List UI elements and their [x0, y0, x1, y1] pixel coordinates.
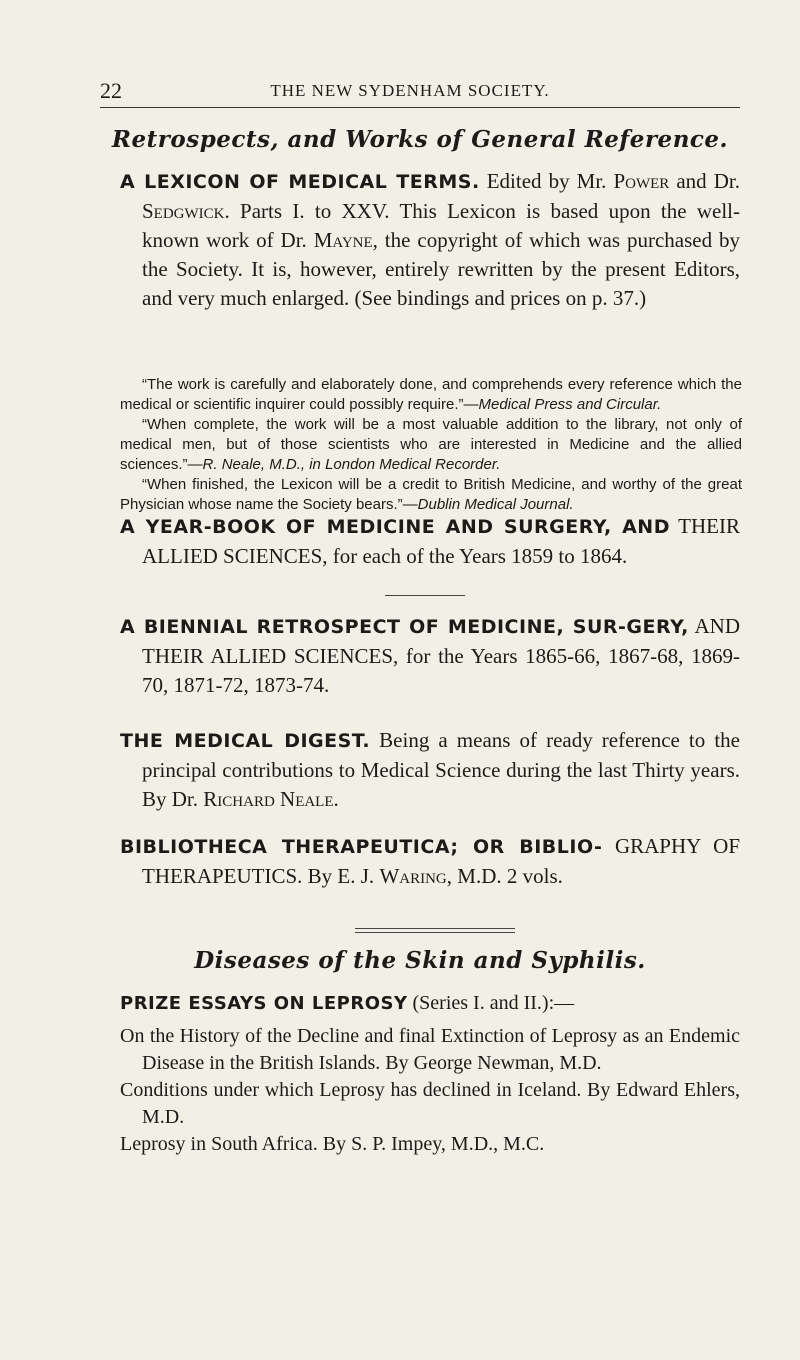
author-name: Power — [613, 169, 670, 193]
review-quote: “The work is carefully and elaborately done, and comprehends every reference which the medical or scientific inquirer could possibly require.”—Medical Press and Circular. — [120, 376, 742, 413]
essay-item: Leprosy in South Africa. By S. P. Impey, M.D., M.C. — [120, 1133, 545, 1155]
entry-year-book: A YEAR-BOOK OF MEDICINE AND SURGERY, AND THEIR ALLIED SCIENCES, for each of the Years 1859 to 1864. — [120, 514, 740, 568]
entry-title: A BIENNIAL RETROSPECT OF MEDICINE, SUR-GERY, — [120, 616, 689, 638]
review-quotes — [120, 375, 742, 515]
header-rule — [100, 107, 740, 108]
page-number: 22 — [100, 78, 122, 103]
section-heading-diseases-skin: Diseases of the Skin and Syphilis. — [194, 947, 646, 974]
author-name: Waring — [379, 864, 447, 888]
quote-source: Medical Press and Circular. — [478, 396, 662, 413]
running-title: THE NEW SYDENHAM SOCIETY. — [270, 81, 550, 100]
section-heading-retrospects: Retrospects, and Works of General Reference. — [111, 126, 729, 153]
prize-series: (Series I. and II.):— — [407, 992, 575, 1014]
entry-lexicon: A LEXICON OF MEDICAL TERMS. Edited by Mr. Power and Dr. Sedgwick. Parts I. to XXV. This Lexicon is based upon the well-known work of Dr. Mayne, the copyright of which was purchased by the Society. It is, however, entirely rewritten by the present Editors, and very much enlarged. (See bindings and prices on p. 37.) — [120, 169, 740, 310]
entry-title: THE MEDICAL DIGEST. — [120, 730, 371, 752]
entry-medical-digest: THE MEDICAL DIGEST. Being a means of ready reference to the principal contributions to Medical Science during the last Thirty years. By Dr. Richard Neale. — [120, 728, 740, 811]
review-quote: “When complete, the work will be a most valuable addition to the library, not only of medical men, but of those scientists who are interested in Medicine and the allied sciences.”—R. Neale, M.D., in London Medical Recorder. — [120, 416, 742, 473]
section-double-rule — [355, 928, 515, 929]
entry-title: A YEAR-BOOK OF MEDICINE AND SURGERY, AND — [120, 516, 670, 538]
quote-source: Dublin Medical Journal. — [417, 496, 574, 513]
entry-bibliotheca: BIBLIOTHECA THERAPEUTICA; OR BIBLIO- GRAPHY OF THERAPEUTICS. By E. J. Waring, M.D. 2 vols. — [120, 834, 741, 888]
page-header — [100, 78, 720, 108]
review-quote: “When finished, the Lexicon will be a credit to British Medicine, and worthy of the great Physician whose name the Society bears.”—Dublin Medical Journal. — [120, 476, 742, 513]
quote-source: R. Neale, M.D., in London Medical Recorder. — [202, 456, 501, 473]
divider-rule — [385, 595, 465, 596]
prize-title: PRIZE ESSAYS ON LEPROSY — [120, 993, 408, 1014]
author-name: Richard Neale — [203, 787, 334, 811]
essay-item: On the History of the Decline and final Extinction of Leprosy as an Endemic Disease in the British Islands. By George Newman, M.D. — [120, 1025, 740, 1074]
author-name: Sedgwick — [142, 199, 225, 223]
entry-title: BIBLIOTHECA THERAPEUTICA; OR BIBLIO- — [120, 836, 603, 858]
prize-essays — [120, 990, 740, 1158]
section-double-rule — [355, 932, 515, 933]
entry-biennial-retrospect: A BIENNIAL RETROSPECT OF MEDICINE, SUR-GERY, AND THEIR ALLIED SCIENCES, for the Years 1865-66, 1867-68, 1869-70, 1871-72, 1873-74. — [120, 614, 740, 697]
author-name: Mayne — [313, 228, 373, 252]
entry-title: A LEXICON OF MEDICAL TERMS. — [120, 171, 480, 193]
essay-item: Conditions under which Leprosy has declined in Iceland. By Edward Ehlers, M.D. — [120, 1079, 740, 1128]
